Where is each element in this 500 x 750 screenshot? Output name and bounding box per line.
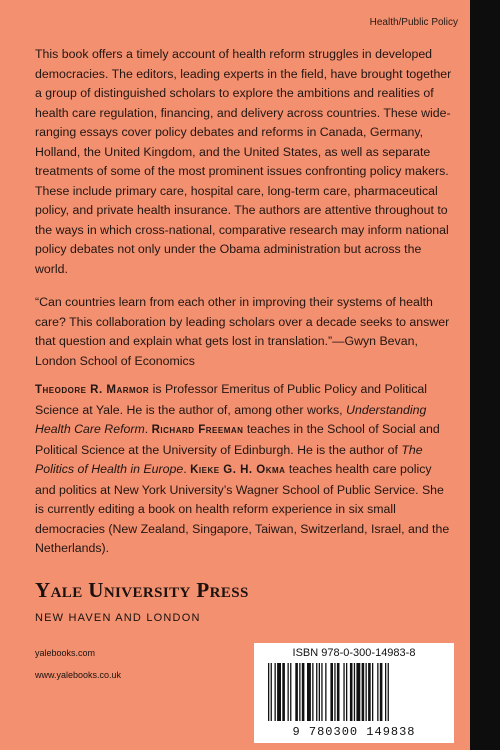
book-spine-edge bbox=[470, 0, 500, 750]
bio-text: . bbox=[183, 462, 191, 476]
editor-name-freeman: Richard Freeman bbox=[151, 424, 244, 436]
book-title: The Politics of Health in Europe bbox=[35, 442, 423, 476]
publisher-website-uk: www.yalebooks.co.uk bbox=[35, 670, 122, 680]
publisher-website: yalebooks.com bbox=[35, 648, 96, 658]
publisher-name: Yale University Press bbox=[35, 578, 249, 602]
bio-text: is Professor Emeritus of Public Policy and Political Science at Yale. He is the author of, among other works, bbox=[35, 382, 428, 417]
isbn-text: ISBN 978-0-300-14983-8 bbox=[292, 647, 416, 659]
barcode-panel bbox=[254, 643, 454, 743]
bio-text: teaches in the School of Social and Political Science at the University of Edinburgh. He is the author of bbox=[35, 422, 440, 457]
bio-text: . bbox=[144, 422, 152, 436]
bio-text: teaches health care policy and politics at New York University’s Wagner School of Public Service. She is currently editing a book on health reform experience in six small democracies (New Zealand, Singapore, Taiwan, Switzerland, Israel, and the Netherlands). bbox=[35, 462, 450, 555]
author-bios bbox=[35, 380, 453, 559]
description-paragraph: This book offers a timely account of health reform struggles in developed democracies. The editors, leading experts in the field, have brought together a group of distinguished scholars to explore the ambitions and realities of health care regulation, financing, and delivery across countries. These wide-ranging essays cover policy debates and reforms in Canada, Germany, Holland, the United Kingdom, and the United States, as well as separate treatments of some of the most prominent issues confronting policy makers. These include primary care, hospital care, long-term care, pharmaceutical policy, and private health insurance. The authors are attentive throughout to the ways in which cross-national, comparative research may inform national policy debates not only under the Obama administration but across the world. bbox=[35, 47, 452, 276]
editor-name-okma: Kieke G. H. Okma bbox=[190, 464, 286, 476]
barcode-icon bbox=[268, 663, 440, 721]
editor-name-marmor: Theodore R. Marmor bbox=[35, 384, 150, 396]
publisher-city: NEW HAVEN AND LONDON bbox=[35, 612, 201, 624]
review-quote: “Can countries learn from each other in improving their systems of health care? This collaboration by leading scholars over a decade seeks to answer that question and explain what gets lost in translation.”—Gwyn Bevan, London School of Economics bbox=[35, 295, 450, 368]
book-title: Understanding Health Care Reform bbox=[35, 402, 427, 436]
category-label: Health/Public Policy bbox=[369, 17, 458, 28]
barcode-number: 9 780300 149838 bbox=[292, 725, 416, 739]
